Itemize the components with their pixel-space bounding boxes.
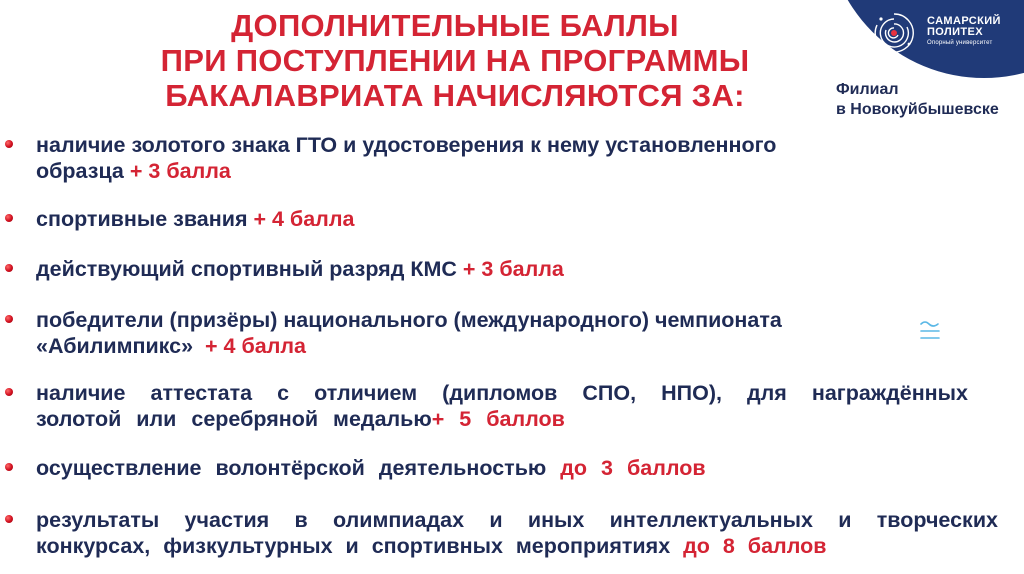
item-text: осуществление волонтёрской деятельностью bbox=[36, 456, 561, 480]
bullet-dot-icon bbox=[5, 388, 13, 396]
item-text-line: наличие аттестата с отличием (дипломов СПО, НПО), для награждённых bbox=[36, 381, 968, 405]
logo-text bbox=[927, 16, 1001, 48]
branch-label bbox=[836, 80, 999, 120]
item-text: «Абилимпикс» bbox=[36, 334, 206, 358]
bullet-dot-icon bbox=[5, 463, 13, 471]
list-item bbox=[36, 507, 998, 559]
logo-tagline: Опорный университет bbox=[927, 40, 993, 46]
item-text: конкурсах, физкультурных и спортивных мероприятиях bbox=[36, 534, 684, 558]
bullet-dot-icon bbox=[5, 140, 13, 148]
item-text: образца bbox=[36, 159, 130, 183]
bullet-dot-icon bbox=[5, 515, 13, 523]
item-text-line bbox=[36, 406, 968, 432]
item-text-line bbox=[36, 533, 998, 559]
title-line-2: ПРИ ПОСТУПЛЕНИИ НА ПРОГРАММЫ bbox=[160, 43, 750, 78]
item-text: золотой или серебряной медалью bbox=[36, 407, 432, 431]
list-item bbox=[36, 380, 968, 432]
list-item bbox=[36, 307, 782, 359]
bullet-dot-icon bbox=[5, 315, 13, 323]
item-text-line: результаты участия в олимпиадах и иных интеллектуальных и творческих bbox=[36, 508, 998, 532]
logo-name-line-1: САМАРСКИЙ bbox=[927, 15, 1001, 27]
points-value: + 3 балла bbox=[462, 257, 564, 281]
bullet-dot-icon bbox=[5, 264, 13, 272]
item-text: спортивные звания bbox=[36, 207, 254, 231]
item-text-line: победители (призёры) национального (международного) чемпионата bbox=[36, 308, 782, 332]
branch-line-2: в Новокуйбышевске bbox=[836, 101, 999, 118]
wave-lines-icon bbox=[918, 318, 942, 344]
points-value: до 3 баллов bbox=[560, 456, 706, 480]
logo-name-line-2: ПОЛИТЕХ bbox=[927, 26, 984, 38]
item-text-line bbox=[36, 158, 868, 184]
item-text-line: наличие золотого знака ГТО и удостоверения к нему установленного bbox=[36, 133, 777, 157]
list-item bbox=[36, 206, 354, 232]
branch-line-1: Филиал bbox=[836, 81, 899, 98]
item-text-line bbox=[36, 206, 354, 232]
points-value: до 8 баллов bbox=[683, 534, 827, 558]
points-value: + 3 балла bbox=[129, 159, 231, 183]
item-text-line bbox=[36, 333, 782, 359]
list-item bbox=[36, 256, 564, 282]
points-value: + 4 балла bbox=[253, 207, 355, 231]
points-value: + 5 баллов bbox=[431, 407, 565, 431]
points-value: + 4 балла bbox=[205, 334, 307, 358]
item-text: действующий спортивный разряд КМС bbox=[36, 257, 463, 281]
item-text-line bbox=[36, 256, 564, 282]
list-item bbox=[36, 132, 868, 184]
title-line-3: БАКАЛАВРИАТА НАЧИСЛЯЮТСЯ ЗА: bbox=[165, 78, 745, 113]
title-line-1: ДОПОЛНИТЕЛЬНЫЕ БАЛЛЫ bbox=[231, 8, 679, 43]
list-item bbox=[36, 455, 706, 481]
samara-polytech-logo-icon bbox=[869, 8, 919, 58]
bullet-dot-icon bbox=[5, 214, 13, 222]
item-text-line bbox=[36, 455, 706, 481]
page-title bbox=[110, 8, 800, 113]
